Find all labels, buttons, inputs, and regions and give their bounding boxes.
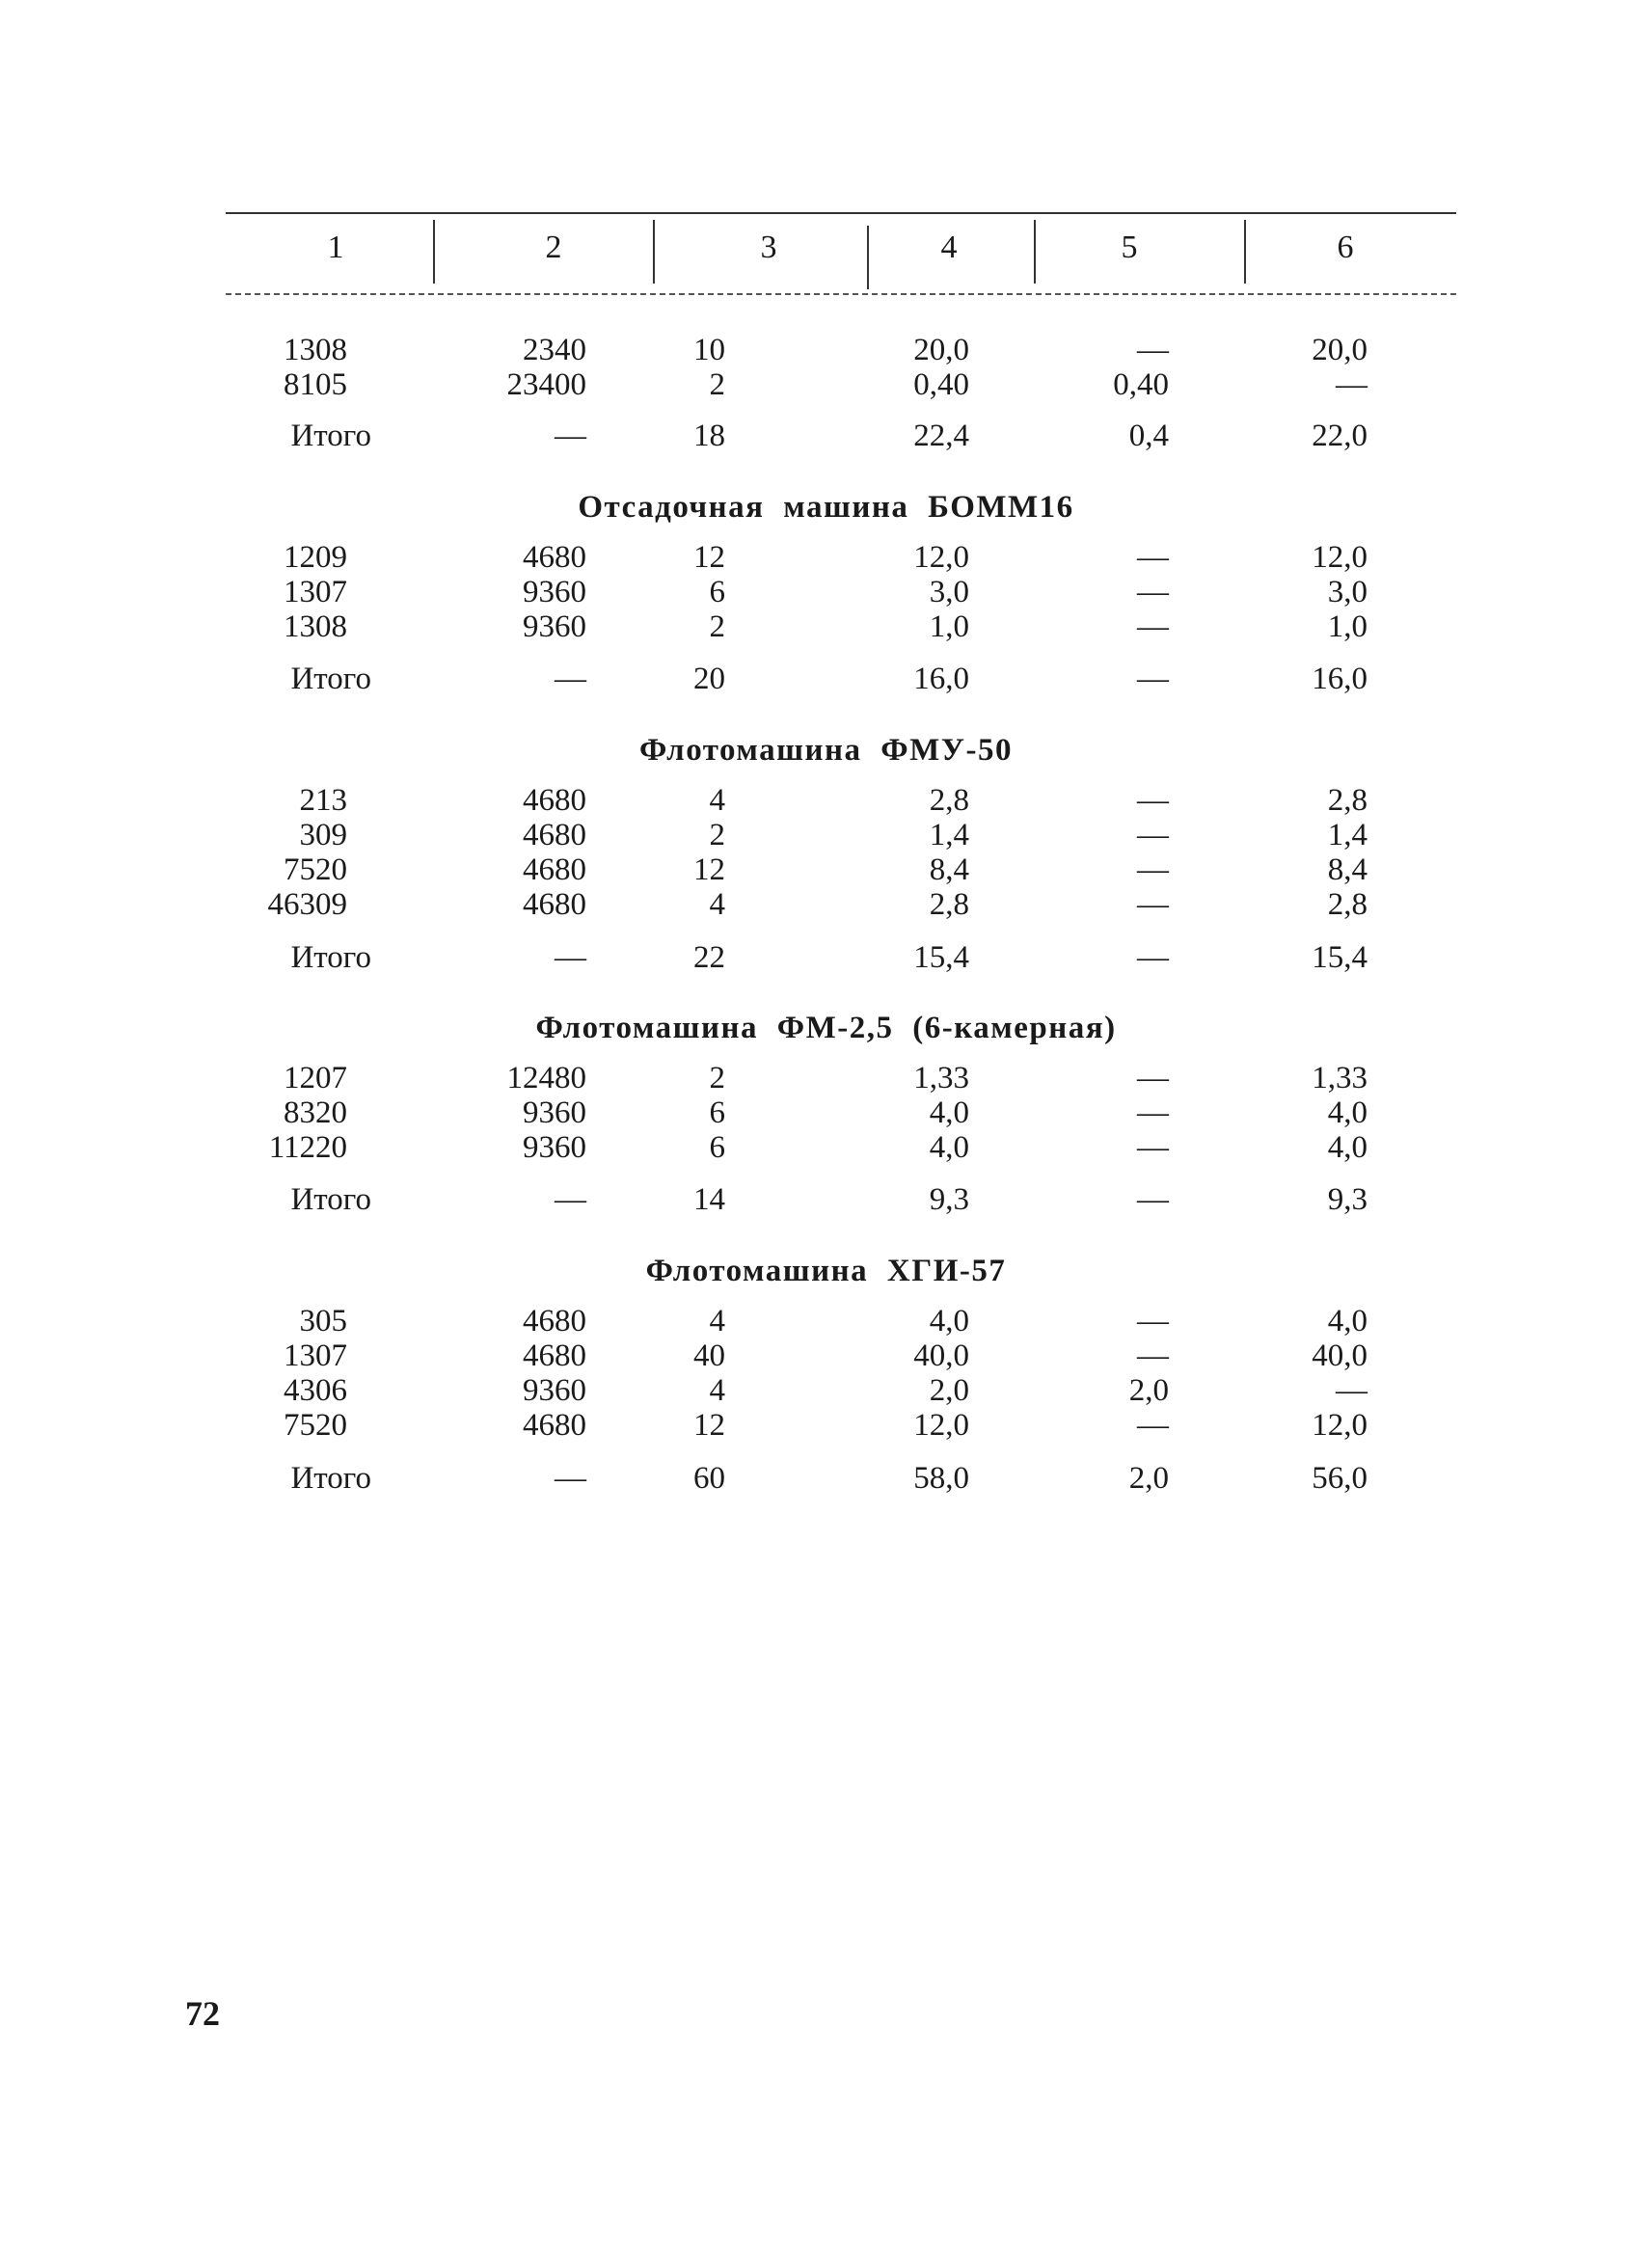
section-title: Флотомашина ФМ-2,5 (6-камерная)	[535, 1011, 1117, 1045]
cell-col-1: 1209	[284, 540, 347, 575]
table-row	[0, 1338, 1652, 1373]
cell-col-3: 12	[693, 852, 725, 887]
cell-col-5: —	[1137, 1061, 1169, 1095]
cell-col-6: 12,0	[1312, 1408, 1368, 1443]
cell-col-1: Итого	[290, 1461, 371, 1496]
cell-col-3: 12	[693, 1408, 725, 1443]
cell-col-6: 3,0	[1327, 575, 1368, 609]
cell-col-1: 8105	[284, 367, 347, 402]
cell-col-3: 6	[709, 575, 725, 609]
cell-col-5: —	[1137, 1408, 1169, 1443]
cell-col-4: 1,33	[913, 1061, 969, 1095]
cell-col-5: —	[1137, 852, 1169, 887]
cell-col-5: —	[1137, 1130, 1169, 1165]
column-header-6: 6	[1337, 230, 1354, 265]
cell-col-4: 3,0	[929, 575, 969, 609]
cell-col-2: 2340	[523, 333, 586, 367]
table-row	[0, 1061, 1652, 1095]
cell-col-4: 16,0	[913, 662, 969, 696]
cell-col-6: 40,0	[1312, 1338, 1368, 1373]
cell-col-1: 1207	[284, 1061, 347, 1095]
cell-col-1: 305	[299, 1304, 347, 1338]
column-header-2: 2	[545, 230, 562, 265]
cell-col-2: —	[555, 1182, 586, 1217]
cell-col-1: 1307	[284, 575, 347, 609]
cell-col-4: 15,4	[913, 940, 969, 975]
cell-col-6: —	[1336, 367, 1368, 402]
cell-col-5: —	[1137, 609, 1169, 644]
section-title: Флотомашина ХГИ-57	[645, 1254, 1007, 1288]
cell-col-1: 1308	[284, 609, 347, 644]
cell-col-1: Итого	[290, 419, 371, 453]
cell-col-1: 11220	[268, 1130, 347, 1165]
cell-col-1: 7520	[284, 852, 347, 887]
cell-col-1: 1308	[284, 333, 347, 367]
table-row	[0, 818, 1652, 852]
total-row	[0, 940, 1652, 975]
cell-col-6: 8,4	[1327, 852, 1368, 887]
cell-col-5: 0,4	[1128, 419, 1169, 453]
cell-col-4: 58,0	[913, 1461, 969, 1496]
section-title: Отсадочная машина БОММ16	[578, 490, 1074, 525]
total-row	[0, 419, 1652, 453]
cell-col-2: 23400	[506, 367, 586, 402]
table-row	[0, 1095, 1652, 1130]
total-row	[0, 1182, 1652, 1217]
cell-col-2: 4680	[523, 887, 586, 922]
cell-col-4: 12,0	[913, 1408, 969, 1443]
cell-col-3: 20	[693, 662, 725, 696]
table-row	[0, 333, 1652, 367]
header-divider-4	[1034, 220, 1036, 284]
cell-col-3: 4	[709, 783, 725, 818]
cell-col-5: —	[1137, 818, 1169, 852]
cell-col-1: Итого	[290, 1182, 371, 1217]
cell-col-4: 22,4	[913, 419, 969, 453]
header-divider-2	[653, 220, 655, 284]
cell-col-2: 9360	[523, 609, 586, 644]
cell-col-2: 4680	[523, 540, 586, 575]
cell-col-6: 56,0	[1312, 1461, 1368, 1496]
cell-col-4: 4,0	[929, 1130, 969, 1165]
cell-col-5: 2,0	[1128, 1373, 1169, 1408]
cell-col-5: 2,0	[1128, 1461, 1169, 1496]
table-row	[0, 852, 1652, 887]
cell-col-3: 4	[709, 1373, 725, 1408]
cell-col-4: 2,8	[929, 783, 969, 818]
cell-col-6: 16,0	[1312, 662, 1368, 696]
cell-col-1: 1307	[284, 1338, 347, 1373]
cell-col-3: 60	[693, 1461, 725, 1496]
cell-col-6: 2,8	[1327, 783, 1368, 818]
header-divider-5	[1244, 220, 1246, 284]
cell-col-4: 8,4	[929, 852, 969, 887]
cell-col-3: 14	[693, 1182, 725, 1217]
cell-col-6: 2,8	[1327, 887, 1368, 922]
cell-col-4: 1,0	[929, 609, 969, 644]
cell-col-2: 4680	[523, 818, 586, 852]
cell-col-3: 4	[709, 887, 725, 922]
header-divider-1	[433, 220, 435, 284]
table-row	[0, 1373, 1652, 1408]
table-row	[0, 367, 1652, 402]
cell-col-6: 20,0	[1312, 333, 1368, 367]
section-title: Флотомашина ФМУ-50	[638, 733, 1013, 768]
cell-col-5: —	[1137, 940, 1169, 975]
cell-col-6: 15,4	[1312, 940, 1368, 975]
table-top-rule	[226, 212, 1456, 214]
cell-col-2: 9360	[523, 1095, 586, 1130]
cell-col-1: 309	[299, 818, 347, 852]
cell-col-2: 4680	[523, 1338, 586, 1373]
cell-col-3: 2	[709, 1061, 725, 1095]
cell-col-4: 9,3	[929, 1182, 969, 1217]
table-row	[0, 887, 1652, 922]
cell-col-1: 213	[299, 783, 347, 818]
cell-col-6: 1,33	[1312, 1061, 1368, 1095]
cell-col-3: 4	[709, 1304, 725, 1338]
cell-col-4: 1,4	[929, 818, 969, 852]
cell-col-3: 6	[709, 1130, 725, 1165]
cell-col-2: 4680	[523, 783, 586, 818]
column-header-5: 5	[1121, 230, 1138, 265]
cell-col-4: 0,40	[913, 367, 969, 402]
column-header-1: 1	[327, 230, 344, 265]
cell-col-1: Итого	[290, 940, 371, 975]
table-row	[0, 783, 1652, 818]
cell-col-6: —	[1336, 1373, 1368, 1408]
cell-col-4: 40,0	[913, 1338, 969, 1373]
table-row	[0, 540, 1652, 575]
cell-col-5: —	[1137, 887, 1169, 922]
cell-col-3: 2	[709, 367, 725, 402]
table-row	[0, 575, 1652, 609]
cell-col-1: 8320	[284, 1095, 347, 1130]
cell-col-1: Итого	[290, 662, 371, 696]
cell-col-4: 2,8	[929, 887, 969, 922]
cell-col-2: 4680	[523, 1408, 586, 1443]
cell-col-4: 20,0	[913, 333, 969, 367]
cell-col-3: 10	[693, 333, 725, 367]
cell-col-3: 6	[709, 1095, 725, 1130]
cell-col-6: 22,0	[1312, 419, 1368, 453]
cell-col-5: —	[1137, 575, 1169, 609]
cell-col-3: 22	[693, 940, 725, 975]
cell-col-4: 4,0	[929, 1095, 969, 1130]
cell-col-2: 4680	[523, 852, 586, 887]
cell-col-5: —	[1137, 662, 1169, 696]
cell-col-5: —	[1137, 1095, 1169, 1130]
page-number: 72	[185, 1994, 220, 2033]
cell-col-2: 9360	[523, 1373, 586, 1408]
total-row	[0, 662, 1652, 696]
column-header-4: 4	[940, 230, 958, 265]
table-row	[0, 1304, 1652, 1338]
cell-col-1: 7520	[284, 1408, 347, 1443]
column-header-3: 3	[760, 230, 777, 265]
cell-col-3: 12	[693, 540, 725, 575]
table-row	[0, 609, 1652, 644]
cell-col-6: 4,0	[1327, 1095, 1368, 1130]
cell-col-2: —	[555, 419, 586, 453]
cell-col-3: 18	[693, 419, 725, 453]
cell-col-1: 46309	[267, 887, 347, 922]
cell-col-4: 2,0	[929, 1373, 969, 1408]
table-row	[0, 1130, 1652, 1165]
cell-col-1: 4306	[284, 1373, 347, 1408]
cell-col-2: 4680	[523, 1304, 586, 1338]
cell-col-6: 4,0	[1327, 1304, 1368, 1338]
cell-col-5: —	[1137, 1304, 1169, 1338]
cell-col-6: 4,0	[1327, 1130, 1368, 1165]
cell-col-3: 2	[709, 818, 725, 852]
cell-col-6: 12,0	[1312, 540, 1368, 575]
cell-col-6: 9,3	[1327, 1182, 1368, 1217]
cell-col-2: —	[555, 662, 586, 696]
cell-col-2: —	[555, 1461, 586, 1496]
cell-col-6: 1,4	[1327, 818, 1368, 852]
table-header-rule	[226, 293, 1456, 295]
header-divider-3	[867, 226, 869, 289]
cell-col-2: 9360	[523, 575, 586, 609]
cell-col-3: 2	[709, 609, 725, 644]
cell-col-5: —	[1137, 540, 1169, 575]
cell-col-5: —	[1137, 1338, 1169, 1373]
cell-col-3: 40	[693, 1338, 725, 1373]
cell-col-5: 0,40	[1113, 367, 1169, 402]
cell-col-4: 12,0	[913, 540, 969, 575]
cell-col-5: —	[1137, 333, 1169, 367]
cell-col-6: 1,0	[1327, 609, 1368, 644]
cell-col-2: —	[555, 940, 586, 975]
cell-col-5: —	[1137, 1182, 1169, 1217]
cell-col-2: 9360	[523, 1130, 586, 1165]
cell-col-4: 4,0	[929, 1304, 969, 1338]
total-row	[0, 1461, 1652, 1496]
cell-col-2: 12480	[506, 1061, 586, 1095]
table-row	[0, 1408, 1652, 1443]
cell-col-5: —	[1137, 783, 1169, 818]
